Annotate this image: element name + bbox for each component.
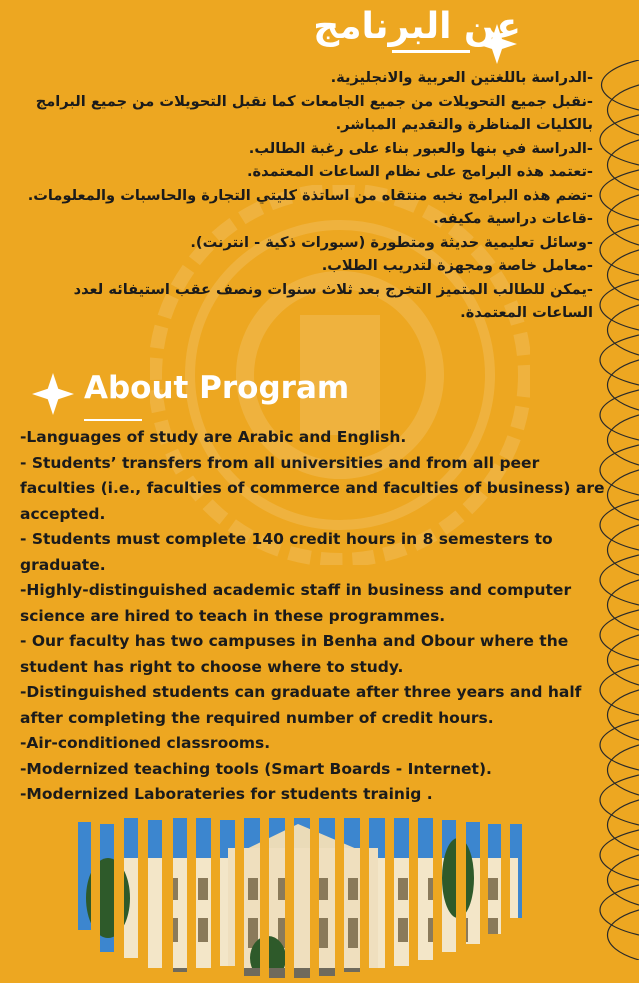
list-item: -Modernized teaching tools (Smart Boards - Internet).: [20, 759, 492, 778]
list-item: - Students must complete 140 credit hours in 8 semesters to graduate.: [20, 530, 553, 574]
list-item: -تعتمد هذه البرامج على نظام الساعات المعتمدة.: [247, 163, 593, 180]
sparkle-icon: [32, 373, 74, 415]
list-item: -يمكن للطالب المتميز التخرج بعد ثلاث سنوات ونصف عقب استيفائه لعدد الساعات المعتمدة.: [73, 280, 593, 321]
list-item: - Our faculty has two campuses in Benha and Obour where the student has right to choose where to study.: [20, 632, 569, 676]
list-item: -Highly-distinguished academic staff in business and computer science are hired to teach in these programmes.: [20, 581, 572, 625]
list-item: -Distinguished students can graduate after three years and half after completing the required number of credit hours.: [20, 683, 582, 727]
list-item: -قاعات دراسية مكيفه.: [433, 210, 593, 227]
english-program-list: [20, 425, 618, 808]
list-item: -Air-conditioned classrooms.: [20, 734, 271, 752]
arabic-section-title: عن البرنامج: [313, 6, 521, 47]
list-item: -نقبل جميع التحويلات من جميع الجامعات كما نقبل التحويلات من جميع البرامج بالكليات المناظرة والتقديم المباشر.: [35, 92, 593, 133]
list-item: -تضم هذه البرامج نخبه منتقاه من اساتذة كليتي التجارة والحاسبات والمعلومات.: [27, 186, 593, 204]
list-item: -وسائل تعليمية حديثة ومتطورة (سبورات ذكية - انترنت).: [190, 233, 593, 251]
list-item: -Modernized Laborateries for students trainig .: [20, 785, 433, 803]
arabic-title-underline: [392, 50, 470, 53]
list-item: -معامل خاصة ومجهزة لتدريب الطلاب.: [321, 257, 593, 274]
english-title-underline: [84, 419, 142, 421]
list-item: -الدراسة باللغتين العربية والانجليزية.: [330, 69, 593, 86]
campus-building-photo: [78, 818, 528, 978]
arabic-program-list: [8, 66, 593, 325]
list-item: -الدراسة في بنها والعبور بناء على رغبة الطالب.: [248, 139, 593, 157]
english-section-title: About Program: [84, 370, 350, 406]
list-item: -Languages of study are Arabic and English.: [20, 428, 407, 446]
list-item: - Students’ transfers from all universities and from all peer faculties (i.e., faculties of commerce and faculties of business) are accepted.: [20, 453, 605, 523]
